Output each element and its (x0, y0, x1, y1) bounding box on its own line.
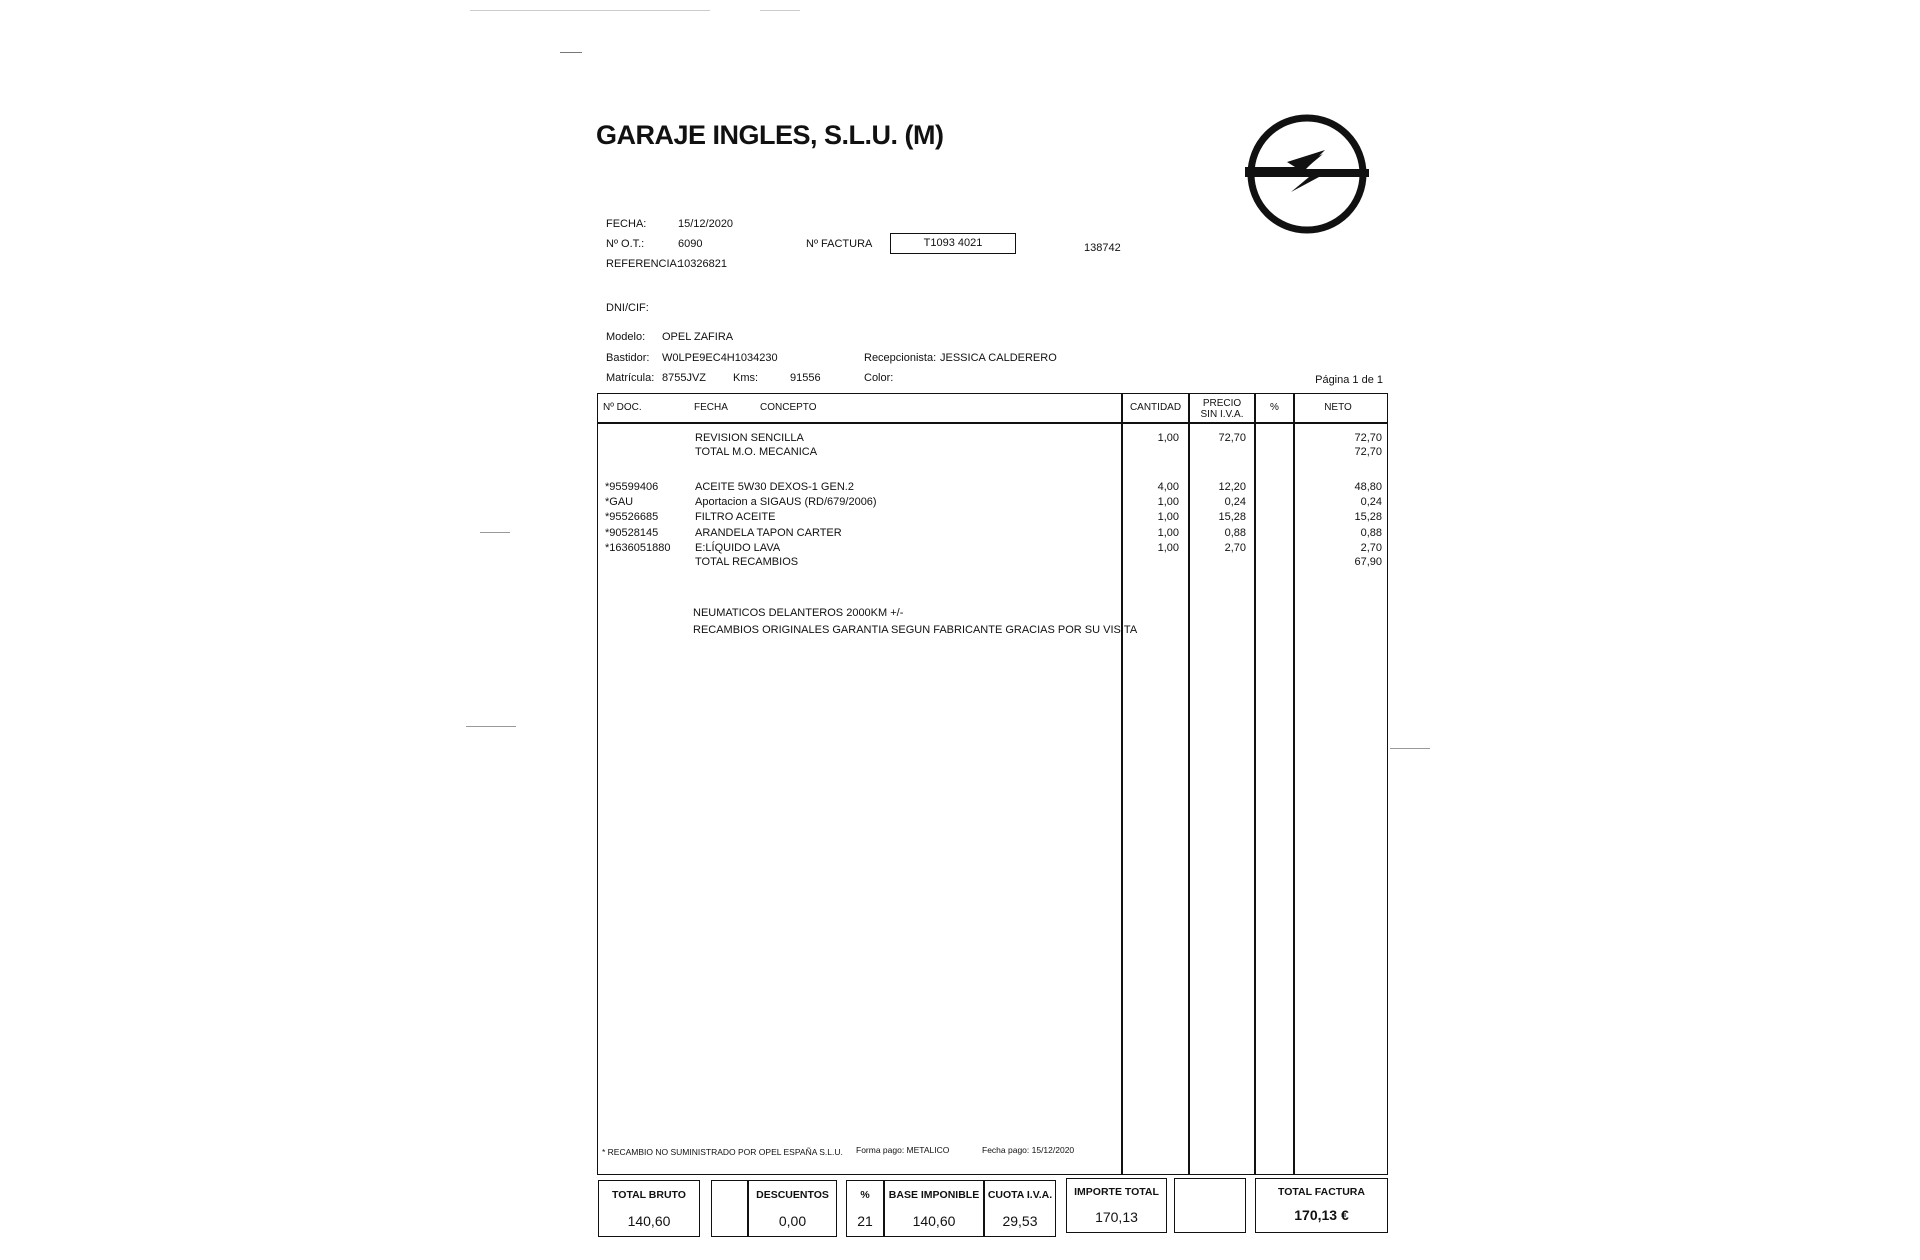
row-precio: 72,70 (1218, 432, 1246, 444)
scan-noise (560, 52, 582, 53)
column-divider (1293, 393, 1295, 1175)
row-neto: 15,28 (1354, 511, 1382, 523)
bastidor-label: Bastidor: (606, 352, 650, 364)
modelo-label: Modelo: (606, 331, 646, 343)
column-divider (1188, 393, 1190, 1175)
base-imponible-cell (884, 1180, 984, 1237)
descuentos-cell (748, 1180, 837, 1237)
base-imponible-label: BASE IMPONIBLE (888, 1189, 980, 1201)
modelo-value: OPEL ZAFIRA (662, 331, 734, 343)
col-header-fecha: FECHA (694, 402, 728, 413)
kms-value: 91556 (790, 372, 821, 384)
scan-noise (760, 10, 800, 11)
fecha-pago: Fecha pago: 15/12/2020 (982, 1145, 1075, 1155)
row-precio: 12,20 (1218, 481, 1246, 493)
descuentos-value: 0,00 (778, 1213, 807, 1229)
row-precio: 2,70 (1224, 542, 1246, 554)
recepcionista-value: JESSICA CALDERERO (940, 352, 1057, 364)
row-cantidad: 1,00 (1157, 432, 1179, 444)
row-doc: *90528145 (605, 527, 659, 539)
column-divider (1121, 393, 1123, 1175)
iva-pct-label: % (860, 1189, 870, 1201)
row-doc: *GAU (605, 496, 634, 508)
row-neto: 72,70 (1354, 446, 1382, 458)
footer-note: * RECAMBIO NO SUMINISTRADO POR OPEL ESPAÑA S.L.U. (602, 1147, 843, 1157)
importe-total-label: IMPORTE TOTAL (1074, 1186, 1159, 1198)
col-header-precio-sub: SIN I.V.A. (1200, 409, 1244, 420)
ot-value: 6090 (678, 238, 703, 250)
fecha-label: FECHA: (606, 218, 647, 230)
dni-label: DNI/CIF: (606, 302, 649, 314)
col-header-neto: NETO (1324, 402, 1352, 413)
total-bruto-value: 140,60 (627, 1213, 671, 1229)
col-header-precio: PRECIO (1202, 398, 1242, 409)
total-factura-value: 170,13 € (1294, 1207, 1349, 1223)
empty-cell (1174, 1178, 1246, 1233)
total-factura-cell (1255, 1178, 1388, 1233)
factura-number-box (890, 233, 1016, 254)
row-concepto: Aportacion a SIGAUS (RD/679/2006) (695, 496, 877, 508)
scan-noise (480, 532, 510, 533)
row-concepto: ARANDELA TAPON CARTER (695, 527, 842, 539)
iva-pct-cell (846, 1180, 884, 1237)
company-name: GARAJE INGLES, S.L.U. (M) (596, 120, 944, 150)
row-concepto: TOTAL M.O. MECANICA (695, 446, 818, 458)
row-doc: *95526685 (605, 511, 659, 523)
row-cantidad: 1,00 (1157, 527, 1179, 539)
row-precio: 15,28 (1218, 511, 1246, 523)
iva-pct-value: 21 (857, 1213, 873, 1229)
scan-noise (470, 10, 710, 11)
row-doc: *95599406 (605, 481, 659, 493)
total-bruto-label: TOTAL BRUTO (612, 1189, 686, 1201)
opel-logo-icon (1243, 110, 1371, 238)
row-concepto: E:LÍQUIDO LAVA (695, 542, 781, 554)
row-neto: 0,88 (1360, 527, 1382, 539)
row-cantidad: 1,00 (1157, 511, 1179, 523)
ot-label: Nº O.T.: (606, 238, 645, 250)
color-label: Color: (864, 372, 894, 384)
scan-noise (1390, 748, 1430, 749)
forma-pago: Forma pago: METALICO (856, 1145, 950, 1155)
total-factura-label: TOTAL FACTURA (1278, 1186, 1365, 1198)
importe-total-cell (1066, 1178, 1167, 1233)
row-concepto: TOTAL RECAMBIOS (695, 556, 799, 568)
row-neto: 72,70 (1354, 432, 1382, 444)
row-cantidad: 1,00 (1157, 496, 1179, 508)
note-line: RECAMBIOS ORIGINALES GARANTIA SEGUN FABRICANTE GRACIAS POR SU VISITA (693, 624, 1138, 636)
matricula-label: Matrícula: (606, 372, 655, 384)
row-concepto: FILTRO ACEITE (695, 511, 776, 523)
referencia-value: 10326821 (678, 258, 727, 270)
importe-total-value: 170,13 (1095, 1209, 1138, 1225)
cuota-iva-cell (984, 1180, 1056, 1237)
bastidor-value: W0LPE9EC4H1034230 (662, 352, 778, 364)
row-precio: 0,24 (1224, 496, 1246, 508)
row-cantidad: 4,00 (1157, 481, 1179, 493)
page-indicator: Página 1 de 1 (1315, 374, 1383, 386)
total-bruto-cell (598, 1180, 700, 1237)
row-concepto: ACEITE 5W30 DEXOS-1 GEN.2 (695, 481, 854, 493)
factura-number: T1093 4021 (923, 237, 983, 249)
matricula-value: 8755JVZ (662, 372, 707, 384)
row-neto: 67,90 (1354, 556, 1382, 568)
scan-noise (466, 726, 516, 727)
cuota-iva-label: CUOTA I.V.A. (987, 1189, 1053, 1201)
row-cantidad: 1,00 (1157, 542, 1179, 554)
factura-label: Nº FACTURA (806, 238, 873, 250)
row-doc: *1636051880 (605, 542, 671, 554)
base-imponible-value: 140,60 (912, 1213, 956, 1229)
referencia-label: REFERENCIA: (606, 258, 680, 270)
col-header-doc: Nº DOC. (603, 402, 642, 413)
cuota-iva-value: 29,53 (1002, 1213, 1038, 1229)
column-divider (1254, 393, 1256, 1175)
table-header-divider (597, 422, 1388, 424)
note-line: NEUMATICOS DELANTEROS 2000KM +/- (693, 607, 904, 619)
row-precio: 0,88 (1224, 527, 1246, 539)
col-header-pct: % (1270, 402, 1279, 413)
empty-cell (711, 1180, 748, 1237)
row-neto: 0,24 (1360, 496, 1382, 508)
descuentos-label: DESCUENTOS (756, 1189, 829, 1201)
kms-label: Kms: (733, 372, 759, 384)
row-neto: 48,80 (1354, 481, 1382, 493)
row-neto: 2,70 (1360, 542, 1382, 554)
row-concepto: REVISION SENCILLA (695, 432, 804, 444)
recepcionista-label: Recepcionista: (864, 352, 937, 364)
fecha-value: 15/12/2020 (678, 218, 734, 230)
col-header-cantidad: CANTIDAD (1129, 402, 1182, 413)
reference-code: 138742 (1084, 242, 1121, 254)
col-header-concepto: CONCEPTO (760, 402, 817, 413)
